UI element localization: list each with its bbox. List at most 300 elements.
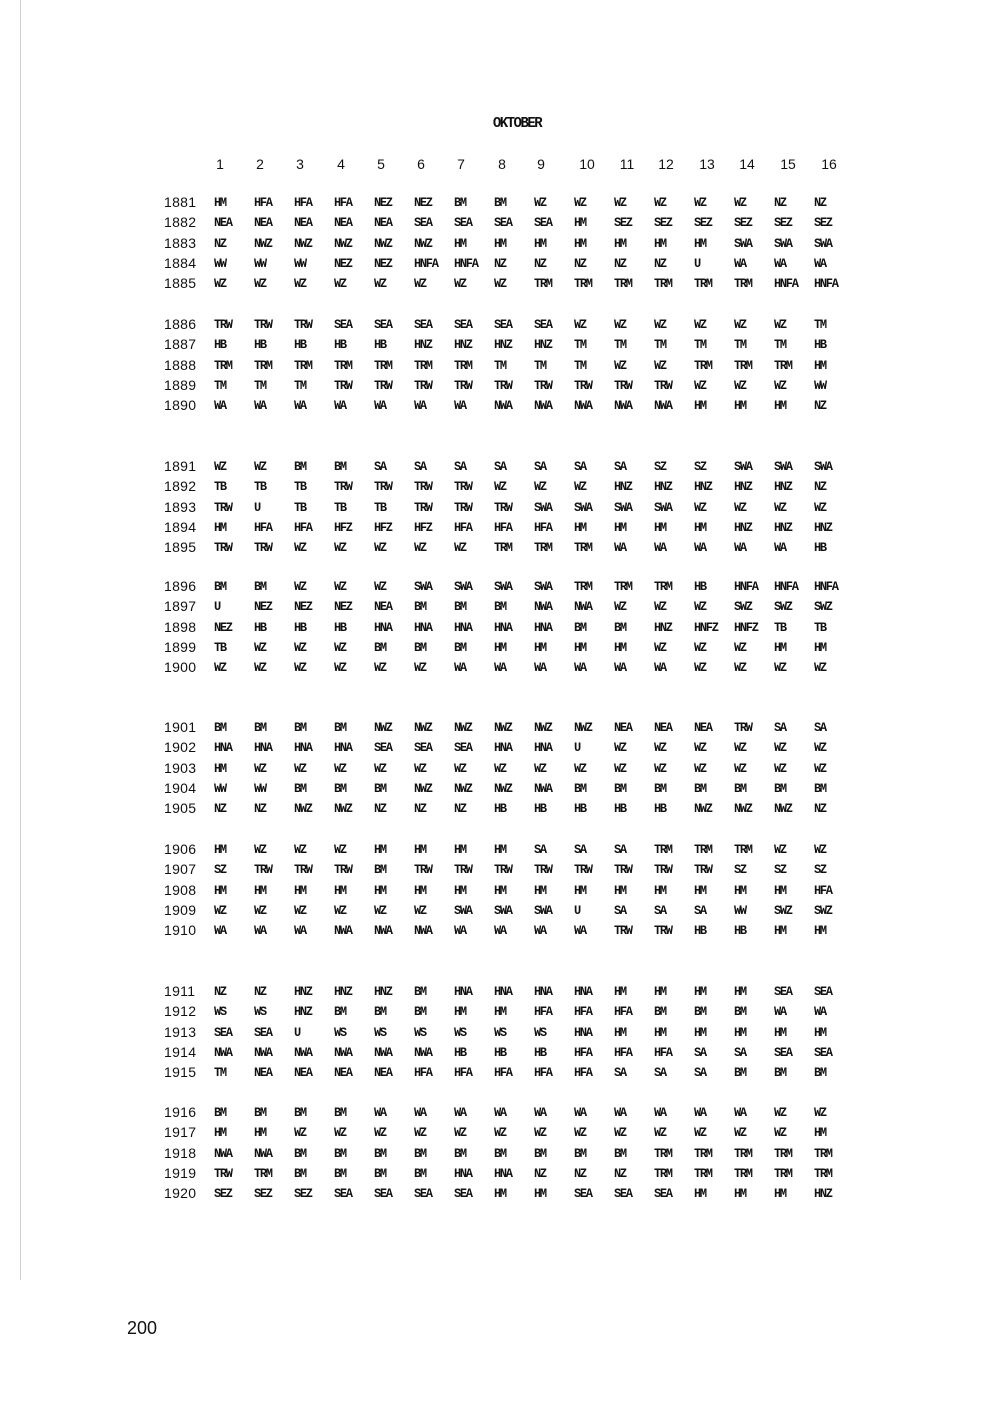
weather-code-cell: WZ bbox=[294, 903, 306, 919]
weather-code-cell: NWZ bbox=[334, 236, 352, 252]
weather-code-cell: HM bbox=[254, 1125, 266, 1141]
weather-code-cell: HFA bbox=[654, 1045, 672, 1061]
weather-code-cell: WZ bbox=[294, 842, 306, 858]
weather-code-cell: HM bbox=[494, 640, 506, 656]
weather-code-cell: TRW bbox=[614, 923, 632, 939]
weather-code-cell: TRM bbox=[814, 1146, 832, 1162]
weather-code-cell: HM bbox=[454, 236, 466, 252]
weather-code-cell: HB bbox=[214, 337, 226, 353]
weather-code-cell: SEZ bbox=[734, 215, 752, 231]
weather-code-cell: HM bbox=[694, 1025, 706, 1041]
weather-code-cell: WA bbox=[574, 1105, 586, 1121]
weather-code-cell: SWA bbox=[654, 500, 672, 516]
weather-code-cell: WA bbox=[534, 923, 546, 939]
day-header-11: 11 bbox=[619, 156, 635, 172]
weather-code-cell: TRW bbox=[254, 862, 272, 878]
weather-code-cell: NZ bbox=[214, 801, 226, 817]
weather-code-cell: NEZ bbox=[254, 599, 272, 615]
weather-code-cell: NEA bbox=[294, 1065, 312, 1081]
weather-code-cell: HNA bbox=[254, 740, 272, 756]
weather-code-cell: WZ bbox=[414, 660, 426, 676]
weather-code-cell: HFA bbox=[494, 1065, 512, 1081]
weather-code-cell: SA bbox=[574, 842, 586, 858]
weather-code-cell: HFA bbox=[534, 520, 552, 536]
weather-code-cell: HNZ bbox=[294, 984, 312, 1000]
weather-code-cell: WZ bbox=[694, 640, 706, 656]
weather-code-cell: NWA bbox=[534, 599, 552, 615]
weather-code-cell: WZ bbox=[814, 842, 826, 858]
weather-code-cell: TRW bbox=[494, 378, 512, 394]
weather-code-cell: WZ bbox=[214, 276, 226, 292]
weather-code-cell: NEZ bbox=[294, 599, 312, 615]
day-header-2: 2 bbox=[256, 156, 264, 172]
weather-code-cell: NWA bbox=[574, 599, 592, 615]
weather-code-cell: WA bbox=[214, 923, 226, 939]
weather-code-cell: SA bbox=[414, 459, 426, 475]
weather-code-cell: TM bbox=[534, 358, 546, 374]
day-header-12: 12 bbox=[658, 156, 674, 172]
weather-code-cell: HNA bbox=[454, 620, 472, 636]
weather-code-cell: WZ bbox=[254, 761, 266, 777]
weather-code-cell: SEA bbox=[494, 215, 512, 231]
weather-code-cell: WZ bbox=[614, 317, 626, 333]
weather-code-cell: SEZ bbox=[254, 1186, 272, 1202]
weather-code-cell: HB bbox=[294, 620, 306, 636]
weather-code-cell: WZ bbox=[254, 660, 266, 676]
weather-code-cell: HB bbox=[254, 337, 266, 353]
year-label: 1900 bbox=[164, 659, 197, 675]
weather-code-cell: SEZ bbox=[214, 1186, 232, 1202]
weather-code-cell: NZ bbox=[574, 1166, 586, 1182]
weather-code-cell: HNA bbox=[574, 984, 592, 1000]
weather-code-cell: WZ bbox=[454, 276, 466, 292]
weather-code-cell: HFA bbox=[294, 195, 312, 211]
weather-code-cell: WZ bbox=[734, 500, 746, 516]
weather-code-cell: TRM bbox=[734, 842, 752, 858]
weather-code-cell: TRW bbox=[294, 317, 312, 333]
weather-code-cell: WZ bbox=[654, 640, 666, 656]
weather-code-cell: TRW bbox=[654, 862, 672, 878]
weather-code-cell: WZ bbox=[374, 761, 386, 777]
weather-code-cell: NWA bbox=[254, 1146, 272, 1162]
weather-code-cell: SA bbox=[814, 720, 826, 736]
weather-code-cell: TRW bbox=[454, 862, 472, 878]
weather-code-cell: WA bbox=[494, 1105, 506, 1121]
year-label: 1884 bbox=[164, 255, 197, 271]
weather-code-cell: NWZ bbox=[774, 801, 792, 817]
weather-code-cell: NEA bbox=[334, 215, 352, 231]
weather-code-cell: HNZ bbox=[654, 479, 672, 495]
weather-code-cell: TRM bbox=[374, 358, 392, 374]
year-label: 1905 bbox=[164, 800, 197, 816]
weather-code-cell: SEA bbox=[374, 1186, 392, 1202]
weather-code-cell: WZ bbox=[494, 1125, 506, 1141]
weather-code-cell: WZ bbox=[494, 276, 506, 292]
weather-code-cell: HB bbox=[614, 801, 626, 817]
weather-code-cell: SWA bbox=[734, 236, 752, 252]
weather-code-cell: WZ bbox=[294, 640, 306, 656]
weather-code-cell: NEA bbox=[254, 1065, 272, 1081]
weather-code-cell: SZ bbox=[214, 862, 226, 878]
weather-code-cell: BM bbox=[494, 1146, 506, 1162]
weather-code-cell: HB bbox=[334, 620, 346, 636]
weather-code-cell: SA bbox=[654, 1065, 666, 1081]
weather-code-cell: WA bbox=[774, 540, 786, 556]
weather-code-cell: TRM bbox=[694, 1146, 712, 1162]
day-header-7: 7 bbox=[457, 156, 465, 172]
weather-code-cell: WZ bbox=[614, 1125, 626, 1141]
weather-code-cell: WZ bbox=[254, 459, 266, 475]
weather-code-cell: HNA bbox=[334, 740, 352, 756]
weather-code-cell: HM bbox=[694, 1186, 706, 1202]
weather-code-cell: HB bbox=[694, 579, 706, 595]
weather-code-cell: WA bbox=[814, 256, 826, 272]
weather-code-cell: TM bbox=[494, 358, 506, 374]
weather-code-cell: BM bbox=[454, 195, 466, 211]
weather-code-cell: TRM bbox=[734, 358, 752, 374]
weather-code-cell: WZ bbox=[454, 540, 466, 556]
weather-code-cell: BM bbox=[374, 640, 386, 656]
weather-code-cell: WA bbox=[294, 923, 306, 939]
weather-code-cell: HNZ bbox=[814, 520, 832, 536]
weather-code-cell: NEA bbox=[294, 215, 312, 231]
weather-code-cell: HB bbox=[494, 801, 506, 817]
weather-code-cell: BM bbox=[294, 1105, 306, 1121]
weather-code-cell: HM bbox=[574, 520, 586, 536]
weather-code-cell: WA bbox=[734, 540, 746, 556]
weather-code-cell: HNA bbox=[454, 984, 472, 1000]
weather-code-cell: HFA bbox=[254, 195, 272, 211]
weather-code-cell: TRW bbox=[214, 1166, 232, 1182]
weather-code-cell: SA bbox=[694, 903, 706, 919]
weather-code-cell: TRW bbox=[534, 862, 552, 878]
year-label: 1895 bbox=[164, 539, 197, 555]
weather-code-cell: HM bbox=[734, 1186, 746, 1202]
weather-code-cell: HNZ bbox=[694, 479, 712, 495]
weather-code-cell: TRM bbox=[614, 276, 632, 292]
weather-code-cell: WZ bbox=[454, 761, 466, 777]
weather-code-cell: WA bbox=[494, 660, 506, 676]
weather-code-cell: HNZ bbox=[374, 984, 392, 1000]
weather-code-cell: BM bbox=[454, 1146, 466, 1162]
weather-code-cell: HFZ bbox=[374, 520, 392, 536]
weather-code-cell: NWA bbox=[614, 398, 632, 414]
weather-code-cell: HB bbox=[494, 1045, 506, 1061]
weather-code-cell: HNA bbox=[414, 620, 432, 636]
weather-code-cell: WZ bbox=[334, 540, 346, 556]
weather-code-cell: SWZ bbox=[734, 599, 752, 615]
weather-code-cell: HNA bbox=[534, 984, 552, 1000]
weather-code-cell: WZ bbox=[374, 660, 386, 676]
weather-code-cell: SWA bbox=[454, 579, 472, 595]
weather-code-cell: NZ bbox=[214, 236, 226, 252]
weather-code-cell: SEA bbox=[254, 1025, 272, 1041]
weather-code-cell: WZ bbox=[294, 660, 306, 676]
weather-code-cell: NZ bbox=[814, 801, 826, 817]
weather-code-cell: NWZ bbox=[374, 720, 392, 736]
weather-code-cell: SEA bbox=[214, 1025, 232, 1041]
weather-code-cell: SA bbox=[694, 1045, 706, 1061]
weather-code-cell: TRM bbox=[614, 579, 632, 595]
weather-code-cell: TRM bbox=[654, 842, 672, 858]
weather-code-cell: HM bbox=[494, 883, 506, 899]
year-label: 1902 bbox=[164, 739, 197, 755]
weather-code-cell: HM bbox=[694, 883, 706, 899]
year-label: 1911 bbox=[164, 983, 196, 999]
weather-code-cell: WA bbox=[374, 1105, 386, 1121]
weather-code-cell: WA bbox=[574, 923, 586, 939]
weather-code-cell: HM bbox=[494, 1004, 506, 1020]
weather-code-cell: TRM bbox=[294, 358, 312, 374]
year-label: 1917 bbox=[164, 1124, 197, 1140]
weather-code-cell: TRW bbox=[574, 862, 592, 878]
weather-code-cell: BM bbox=[254, 720, 266, 736]
weather-code-cell: HM bbox=[214, 1125, 226, 1141]
weather-code-cell: WZ bbox=[654, 1125, 666, 1141]
weather-code-cell: HM bbox=[494, 1186, 506, 1202]
weather-code-cell: HM bbox=[694, 398, 706, 414]
year-label: 1913 bbox=[164, 1024, 197, 1040]
weather-code-cell: TRM bbox=[534, 540, 552, 556]
weather-code-cell: SWA bbox=[454, 903, 472, 919]
weather-code-cell: TRW bbox=[534, 378, 552, 394]
weather-code-cell: HM bbox=[494, 236, 506, 252]
weather-code-cell: TRM bbox=[254, 1166, 272, 1182]
weather-code-cell: WZ bbox=[694, 599, 706, 615]
weather-code-cell: WZ bbox=[774, 660, 786, 676]
weather-code-cell: WA bbox=[734, 1105, 746, 1121]
weather-code-cell: TRM bbox=[574, 579, 592, 595]
weather-code-cell: BM bbox=[494, 195, 506, 211]
weather-code-cell: BM bbox=[334, 781, 346, 797]
weather-code-cell: WS bbox=[374, 1025, 386, 1041]
weather-code-cell: WZ bbox=[734, 660, 746, 676]
weather-code-cell: WZ bbox=[414, 276, 426, 292]
weather-code-cell: HM bbox=[614, 236, 626, 252]
weather-code-cell: WZ bbox=[414, 1125, 426, 1141]
weather-code-cell: WA bbox=[454, 923, 466, 939]
weather-code-cell: NEA bbox=[254, 215, 272, 231]
weather-code-cell: WZ bbox=[734, 378, 746, 394]
weather-code-cell: SWA bbox=[614, 500, 632, 516]
weather-code-cell: NEA bbox=[694, 720, 712, 736]
year-label: 1920 bbox=[164, 1185, 197, 1201]
weather-code-cell: WA bbox=[414, 1105, 426, 1121]
weather-code-cell: BM bbox=[294, 720, 306, 736]
weather-code-cell: WA bbox=[614, 540, 626, 556]
weather-code-cell: HB bbox=[814, 337, 826, 353]
weather-code-cell: BM bbox=[614, 1146, 626, 1162]
weather-code-cell: WA bbox=[574, 660, 586, 676]
weather-code-cell: TRW bbox=[614, 862, 632, 878]
weather-code-cell: SEA bbox=[414, 215, 432, 231]
weather-code-cell: TB bbox=[334, 500, 346, 516]
weather-code-cell: BM bbox=[694, 781, 706, 797]
weather-code-cell: WZ bbox=[494, 479, 506, 495]
weather-code-cell: NEZ bbox=[374, 195, 392, 211]
weather-code-cell: TRM bbox=[734, 1146, 752, 1162]
weather-code-cell: TRW bbox=[334, 479, 352, 495]
weather-code-cell: SEA bbox=[574, 1186, 592, 1202]
weather-code-cell: HM bbox=[574, 640, 586, 656]
weather-code-cell: HFA bbox=[334, 195, 352, 211]
weather-code-cell: SEA bbox=[494, 317, 512, 333]
weather-code-cell: WZ bbox=[334, 640, 346, 656]
weather-code-cell: HM bbox=[454, 883, 466, 899]
weather-code-cell: WZ bbox=[414, 540, 426, 556]
weather-code-cell: WZ bbox=[774, 740, 786, 756]
weather-code-cell: WZ bbox=[574, 317, 586, 333]
weather-code-cell: NZ bbox=[574, 256, 586, 272]
weather-code-cell: NEA bbox=[374, 599, 392, 615]
weather-code-cell: WA bbox=[334, 398, 346, 414]
weather-code-cell: WZ bbox=[294, 579, 306, 595]
weather-code-cell: HM bbox=[414, 883, 426, 899]
weather-code-cell: BM bbox=[214, 579, 226, 595]
weather-code-cell: WA bbox=[694, 540, 706, 556]
weather-code-cell: NZ bbox=[614, 256, 626, 272]
year-label: 1893 bbox=[164, 499, 197, 515]
weather-code-cell: WZ bbox=[614, 761, 626, 777]
weather-code-cell: BM bbox=[414, 984, 426, 1000]
weather-code-cell: HNZ bbox=[494, 337, 512, 353]
weather-code-cell: HFA bbox=[614, 1004, 632, 1020]
weather-code-cell: SA bbox=[614, 1065, 626, 1081]
weather-code-cell: BM bbox=[414, 1146, 426, 1162]
weather-code-cell: HNFA bbox=[774, 579, 798, 595]
weather-code-cell: SWA bbox=[774, 459, 792, 475]
weather-code-cell: TRW bbox=[374, 479, 392, 495]
weather-code-cell: BM bbox=[694, 1004, 706, 1020]
day-header-16: 16 bbox=[821, 156, 837, 172]
weather-code-cell: HM bbox=[814, 358, 826, 374]
weather-code-cell: WZ bbox=[294, 276, 306, 292]
weather-code-cell: BM bbox=[734, 1004, 746, 1020]
weather-code-cell: TRM bbox=[694, 842, 712, 858]
weather-code-cell: BM bbox=[614, 781, 626, 797]
year-label: 1909 bbox=[164, 902, 197, 918]
weather-code-cell: HNFA bbox=[734, 579, 758, 595]
year-label: 1912 bbox=[164, 1003, 197, 1019]
weather-code-cell: WW bbox=[814, 378, 826, 394]
year-label: 1919 bbox=[164, 1165, 197, 1181]
weather-code-cell: HM bbox=[734, 1025, 746, 1041]
weather-code-cell: NWA bbox=[534, 398, 552, 414]
weather-code-cell: NEA bbox=[374, 1065, 392, 1081]
weather-code-cell: HNZ bbox=[774, 520, 792, 536]
weather-code-cell: HM bbox=[734, 883, 746, 899]
weather-code-cell: HM bbox=[774, 640, 786, 656]
weather-code-cell: HFA bbox=[294, 520, 312, 536]
weather-code-cell: BM bbox=[214, 1105, 226, 1121]
weather-code-cell: BM bbox=[414, 1166, 426, 1182]
weather-code-cell: WZ bbox=[814, 740, 826, 756]
weather-code-cell: SEA bbox=[374, 317, 392, 333]
weather-code-cell: WZ bbox=[254, 842, 266, 858]
weather-code-cell: WZ bbox=[574, 1125, 586, 1141]
weather-code-cell: HNZ bbox=[334, 984, 352, 1000]
weather-code-cell: NWZ bbox=[534, 720, 552, 736]
year-label: 1896 bbox=[164, 578, 197, 594]
weather-code-cell: TRW bbox=[334, 378, 352, 394]
weather-code-cell: SEA bbox=[454, 215, 472, 231]
weather-code-cell: WZ bbox=[614, 740, 626, 756]
weather-code-cell: WZ bbox=[254, 276, 266, 292]
weather-code-cell: BM bbox=[374, 1146, 386, 1162]
weather-code-cell: WA bbox=[654, 660, 666, 676]
weather-code-cell: WZ bbox=[694, 740, 706, 756]
weather-code-cell: TRM bbox=[814, 1166, 832, 1182]
weather-code-cell: HNZ bbox=[294, 1004, 312, 1020]
weather-code-cell: WW bbox=[214, 256, 226, 272]
weather-code-cell: NWA bbox=[374, 923, 392, 939]
weather-code-cell: WZ bbox=[414, 761, 426, 777]
weather-code-cell: WZ bbox=[334, 579, 346, 595]
year-label: 1915 bbox=[164, 1064, 197, 1080]
weather-code-cell: WZ bbox=[214, 660, 226, 676]
weather-code-cell: HNA bbox=[374, 620, 392, 636]
weather-code-cell: NWZ bbox=[294, 801, 312, 817]
weather-code-cell: HFA bbox=[414, 1065, 432, 1081]
year-label: 1897 bbox=[164, 598, 197, 614]
weather-code-cell: TM bbox=[694, 337, 706, 353]
weather-code-cell: HNFA bbox=[814, 276, 838, 292]
weather-code-cell: NEZ bbox=[374, 256, 392, 272]
weather-code-cell: HNFZ bbox=[694, 620, 718, 636]
weather-code-cell: SA bbox=[734, 1045, 746, 1061]
weather-code-cell: WA bbox=[414, 398, 426, 414]
weather-code-cell: SEZ bbox=[694, 215, 712, 231]
weather-code-cell: HM bbox=[454, 842, 466, 858]
weather-code-cell: WZ bbox=[334, 1125, 346, 1141]
weather-code-cell: TRW bbox=[414, 862, 432, 878]
weather-code-cell: TRM bbox=[774, 1146, 792, 1162]
weather-code-cell: U bbox=[574, 903, 580, 919]
weather-code-cell: BM bbox=[734, 1065, 746, 1081]
weather-code-cell: BM bbox=[214, 720, 226, 736]
weather-code-cell: WA bbox=[454, 660, 466, 676]
weather-code-cell: WA bbox=[614, 1105, 626, 1121]
weather-code-cell: BM bbox=[414, 1004, 426, 1020]
weather-code-cell: SEZ bbox=[614, 215, 632, 231]
weather-code-cell: U bbox=[254, 500, 260, 516]
year-label: 1885 bbox=[164, 275, 197, 291]
weather-code-cell: NWA bbox=[574, 398, 592, 414]
weather-code-cell: HM bbox=[614, 520, 626, 536]
weather-code-cell: HB bbox=[534, 1045, 546, 1061]
weather-code-cell: BM bbox=[414, 599, 426, 615]
weather-code-cell: SWA bbox=[534, 500, 552, 516]
weather-code-cell: WW bbox=[254, 256, 266, 272]
weather-code-cell: SA bbox=[614, 459, 626, 475]
weather-code-cell: TRM bbox=[734, 276, 752, 292]
weather-code-cell: HM bbox=[214, 883, 226, 899]
weather-code-cell: TRW bbox=[294, 862, 312, 878]
weather-code-cell: BM bbox=[454, 599, 466, 615]
weather-code-cell: HB bbox=[574, 801, 586, 817]
day-header-1: 1 bbox=[216, 156, 224, 172]
weather-code-cell: WS bbox=[414, 1025, 426, 1041]
weather-code-cell: NWA bbox=[214, 1146, 232, 1162]
weather-code-cell: TRM bbox=[774, 1166, 792, 1182]
weather-code-cell: NZ bbox=[654, 256, 666, 272]
weather-code-cell: TRM bbox=[694, 1166, 712, 1182]
weather-code-cell: HM bbox=[534, 640, 546, 656]
weather-code-cell: U bbox=[214, 599, 220, 615]
weather-code-cell: TRW bbox=[494, 500, 512, 516]
weather-code-cell: NZ bbox=[534, 1166, 546, 1182]
weather-code-cell: HM bbox=[574, 215, 586, 231]
